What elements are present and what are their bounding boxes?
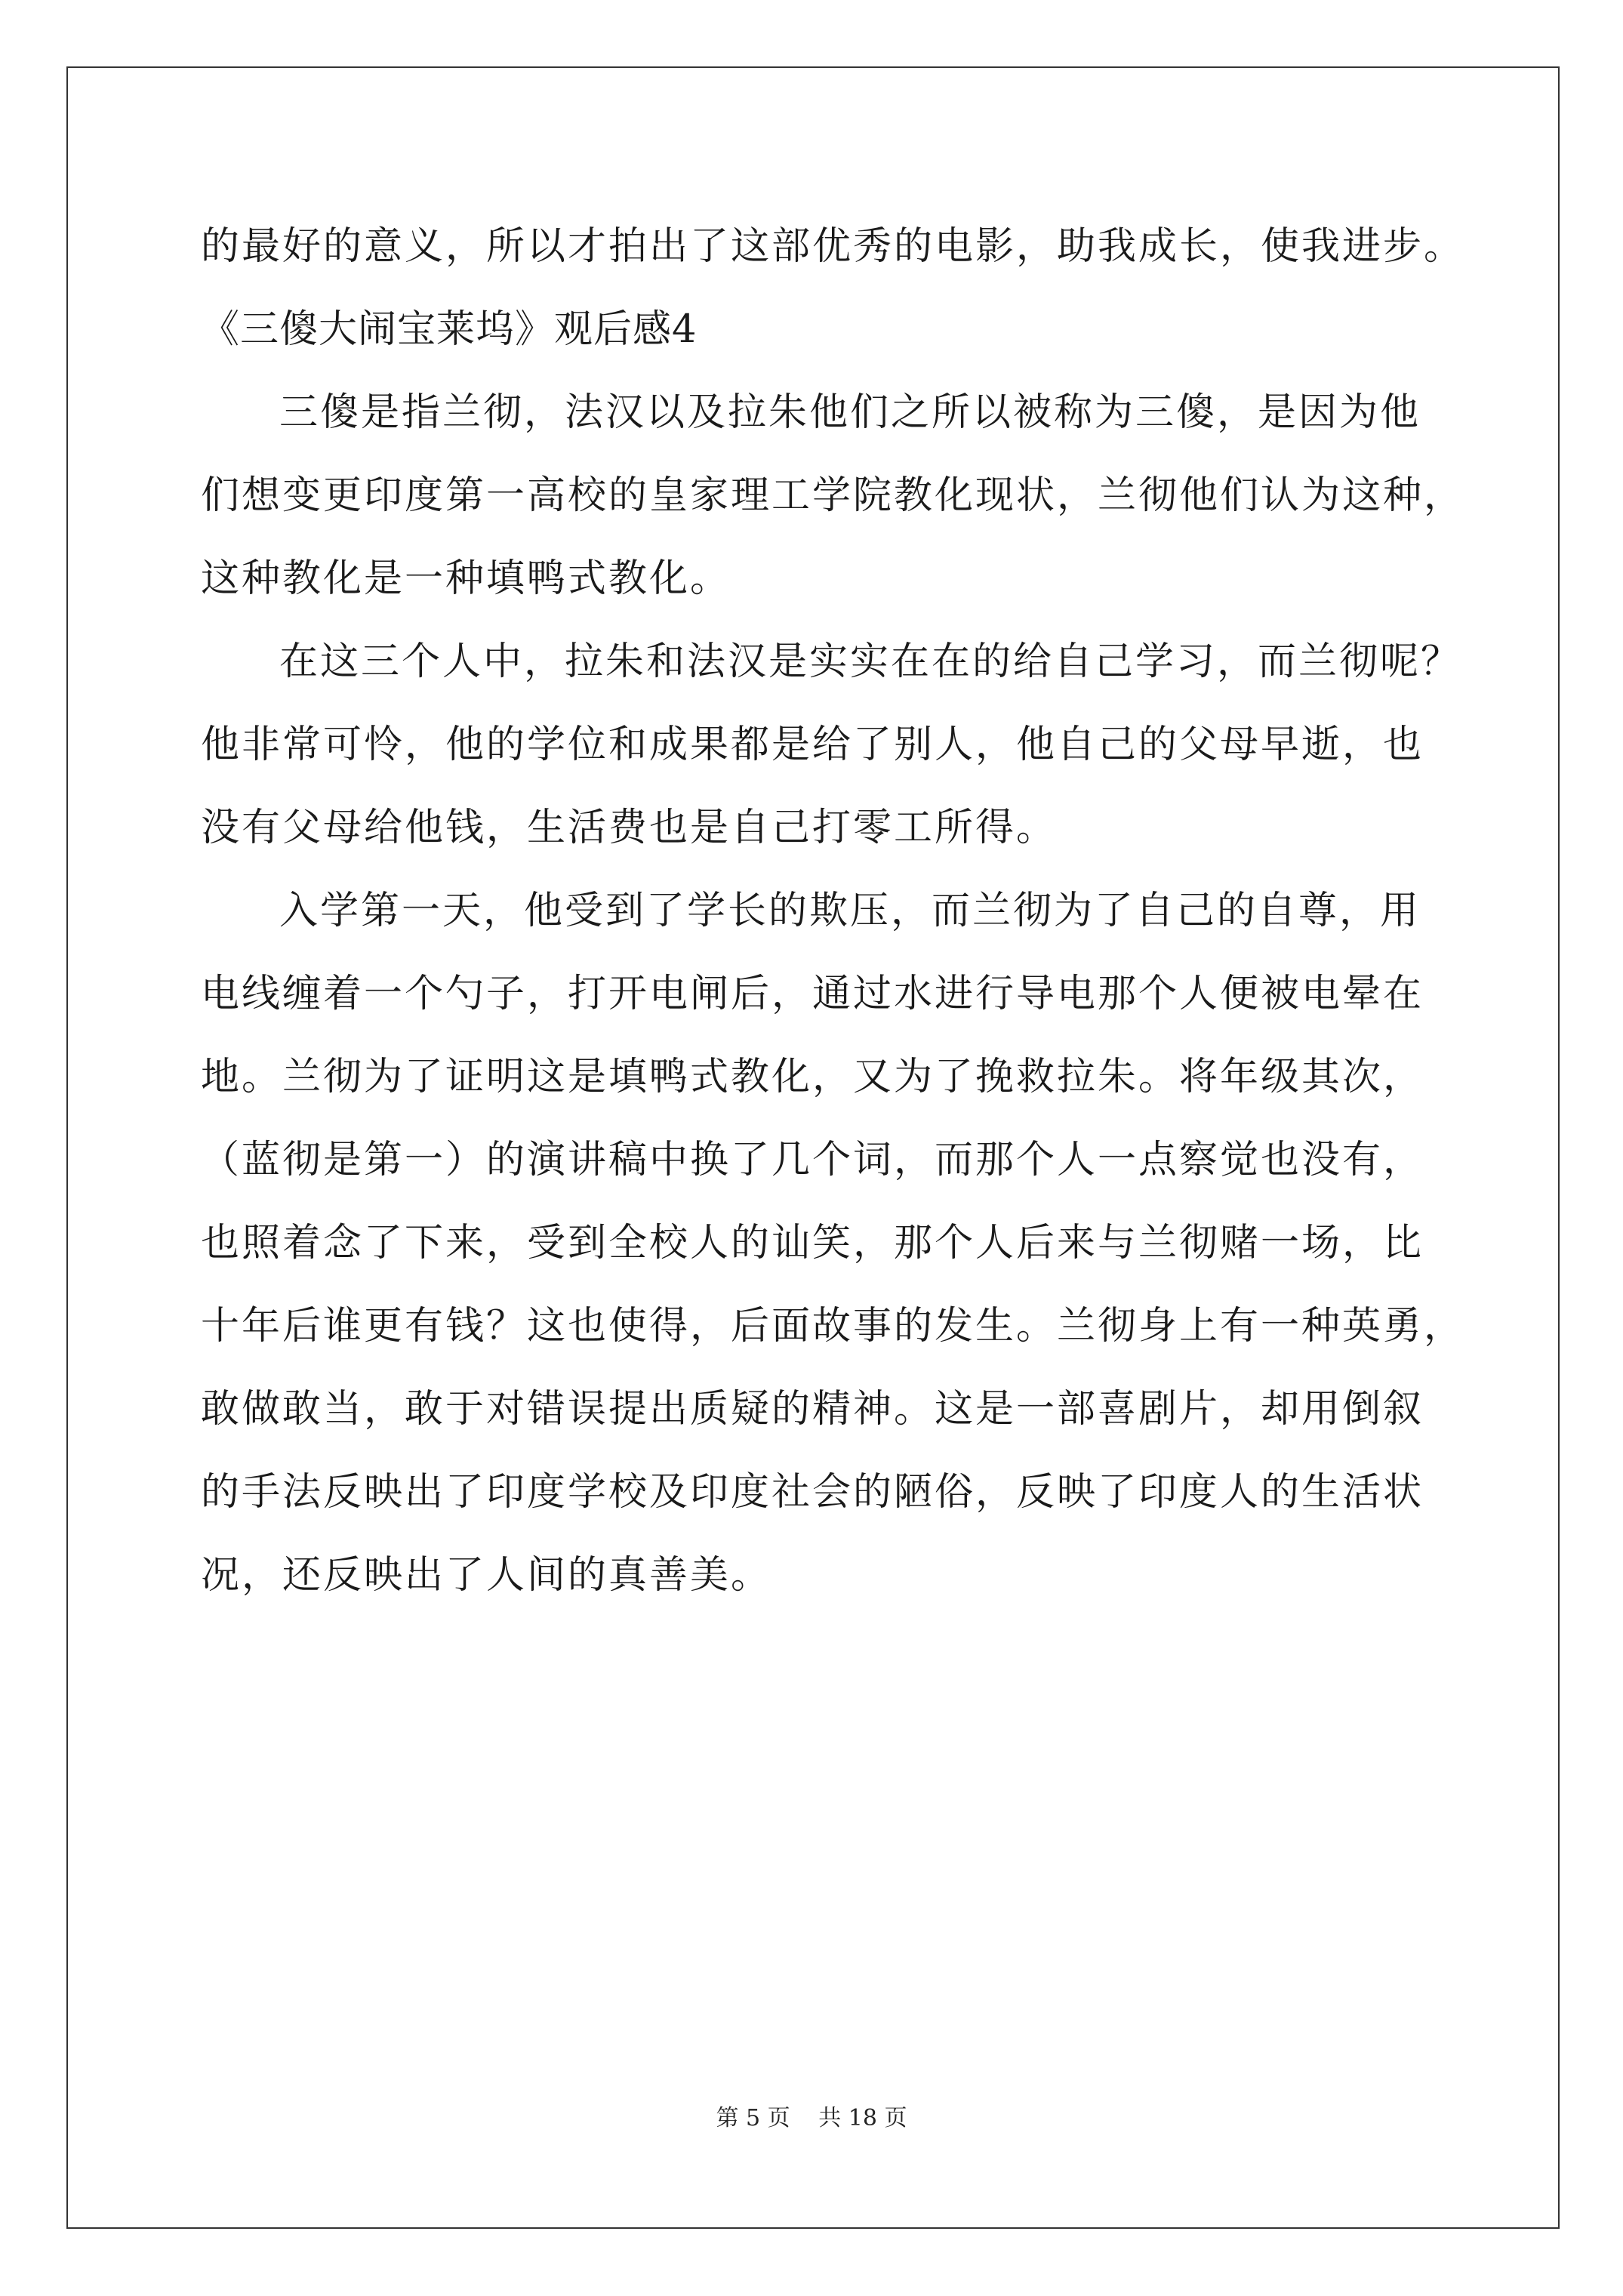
document-body — [201, 205, 1465, 1617]
text-line: 的最好的意义，所以才拍出了这部优秀的电影，助我成长，使我进步。 — [201, 224, 1465, 269]
text-line: 这种教化是一种填鸭式教化。 — [201, 556, 731, 601]
text-line: （蓝彻是第一）的演讲稿中换了几个词，而那个人一点察觉也没有， — [201, 1138, 1424, 1182]
section-heading: 《三傻大闹宝莱坞》观后感4 — [201, 307, 698, 352]
page-number: 第 5 页 — [716, 2105, 790, 2131]
paragraph-first-line: 在这三个人中，拉朱和法汉是实实在在的给自己学习，而兰彻呢？ — [279, 639, 1462, 684]
page-total: 共 18 页 — [818, 2105, 907, 2131]
text-line: 没有父母给他钱，生活费也是自己打零工所得。 — [201, 806, 1058, 850]
text-line: 的手法反映出了印度学校及印度社会的陋俗，反映了印度人的生活状 — [201, 1470, 1424, 1515]
text-line: 他非常可怜，他的学位和成果都是给了别人，他自己的父母早逝，也 — [201, 723, 1424, 767]
paragraph-first-line: 入学第一天，他受到了学长的欺压，而兰彻为了自己的自尊，用 — [279, 889, 1421, 933]
paragraph-first-line: 三傻是指兰彻，法汉以及拉朱他们之所以被称为三傻，是因为他 — [279, 390, 1421, 435]
text-line: 况，还反映出了人间的真善美。 — [201, 1553, 772, 1598]
text-line: 电线缠着一个勺子，打开电闸后，通过水进行导电那个人便被电晕在 — [201, 972, 1424, 1016]
text-line: 们想变更印度第一高校的皇家理工学院教化现状，兰彻他们认为这种， — [201, 473, 1465, 518]
text-line: 十年后谁更有钱？这也使得，后面故事的发生。兰彻身上有一种英勇， — [201, 1304, 1465, 1348]
page-footer — [0, 2099, 1623, 2132]
text-line: 敢做敢当，敢于对错误提出质疑的精神。这是一部喜剧片，却用倒叙 — [201, 1387, 1424, 1432]
text-line: 也照着念了下来，受到全校人的讪笑，那个人后来与兰彻赌一场，比 — [201, 1221, 1424, 1265]
text-line: 地。兰彻为了证明这是填鸭式教化，又为了挽救拉朱。将年级其次， — [201, 1055, 1424, 1099]
